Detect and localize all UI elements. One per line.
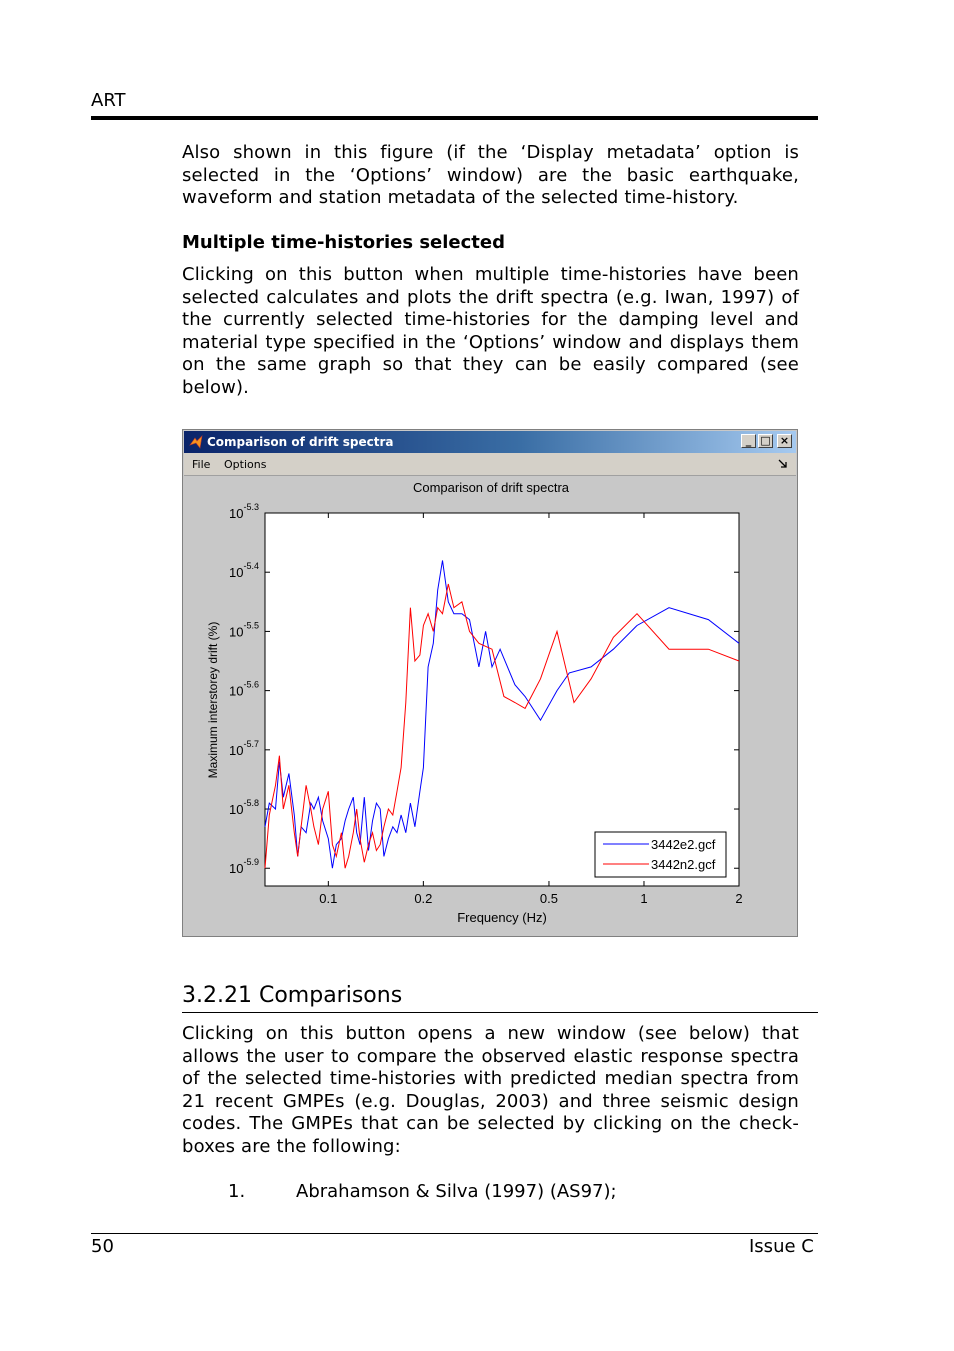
issue-label: Issue C bbox=[749, 1236, 814, 1257]
x-tick-label: 0.5 bbox=[539, 891, 559, 906]
header-rule bbox=[91, 116, 818, 120]
x-tick-label: 1 bbox=[640, 891, 648, 906]
matlab-figure-window bbox=[182, 429, 798, 937]
section-heading bbox=[182, 983, 402, 1008]
x-tick-label: 0.2 bbox=[414, 891, 433, 906]
y-tick-label: $10^{-5.4}$ bbox=[229, 561, 259, 581]
multiple-paragraph bbox=[182, 264, 799, 400]
intro-paragraph bbox=[182, 142, 799, 210]
multiple-text: Clicking on this button when multiple time-histories have been selected calculates and plots the drift spectra (e.g. Iwan, 1997) of the currently selected time-histories for the damping level and material type specified in the ‘Options’ window and displays them on the same graph so that they can be easily compared (see below). bbox=[182, 264, 799, 398]
legend-label-series-1: 3442e2.gcf bbox=[651, 837, 716, 852]
list-item-number: 1. bbox=[228, 1181, 246, 1202]
dock-arrow-icon[interactable] bbox=[778, 459, 788, 469]
y-tick-label: $10^{-5.5}$ bbox=[229, 620, 259, 640]
page-number: 50 bbox=[91, 1236, 114, 1257]
legend-label-series-2: 3442n2.gcf bbox=[651, 857, 716, 872]
matlab-logo-icon bbox=[189, 435, 203, 449]
section-rule bbox=[182, 1012, 818, 1013]
footer-rule bbox=[91, 1233, 818, 1234]
drift-spectra-chart bbox=[183, 476, 797, 936]
section-title: Comparisons bbox=[258, 983, 403, 1008]
window-title: Comparison of drift spectra bbox=[207, 435, 394, 449]
subheading-multiple: Multiple time-histories selected bbox=[182, 232, 505, 253]
chart-title: Comparison of drift spectra bbox=[412, 480, 570, 495]
y-tick-label: $10^{-5.7}$ bbox=[229, 738, 259, 758]
close-button[interactable]: × bbox=[777, 434, 792, 448]
menu-file[interactable]: File bbox=[192, 458, 211, 471]
comparisons-text: Clicking on this button opens a new window (see below) that allows the user to compare the observed elastic response spectra of the selected time-histories with predicted median spectra from 21 recent GMPEs (e.g. Douglas, 2003) and three seismic design codes. The GMPEs that can be selected by clicking on the check-boxes are the following: bbox=[182, 1023, 799, 1157]
list-item-text: Abrahamson & Silva (1997) (AS97); bbox=[296, 1181, 617, 1202]
window-titlebar[interactable] bbox=[184, 431, 796, 453]
y-tick-label: $10^{-5.3}$ bbox=[229, 502, 259, 521]
section-number: 3.2.21 bbox=[182, 983, 252, 1008]
running-header: ART bbox=[91, 90, 126, 111]
minimize-button[interactable]: _ bbox=[741, 434, 756, 448]
x-tick-label: 2 bbox=[735, 891, 743, 906]
menu-options[interactable]: Options bbox=[224, 458, 267, 471]
menu-bar bbox=[184, 453, 796, 476]
comparisons-paragraph bbox=[182, 1023, 799, 1159]
y-tick-label: $10^{-5.8}$ bbox=[229, 798, 259, 818]
x-axis-label: Frequency (Hz) bbox=[457, 910, 547, 925]
maximize-button[interactable]: □ bbox=[758, 434, 773, 448]
legend bbox=[595, 832, 726, 877]
y-tick-label: $10^{-5.9}$ bbox=[229, 857, 259, 877]
y-axis-label: Maximum interstorey drift (%) bbox=[206, 621, 220, 779]
plot-box bbox=[265, 513, 739, 886]
x-tick-label: 0.1 bbox=[319, 891, 338, 906]
intro-text: Also shown in this figure (if the ‘Display metadata’ option is selected in the ‘Options’ window) are the basic earthquake, waveform and station metadata of the selected time-history. bbox=[182, 142, 799, 209]
y-tick-label: $10^{-5.6}$ bbox=[229, 679, 259, 699]
